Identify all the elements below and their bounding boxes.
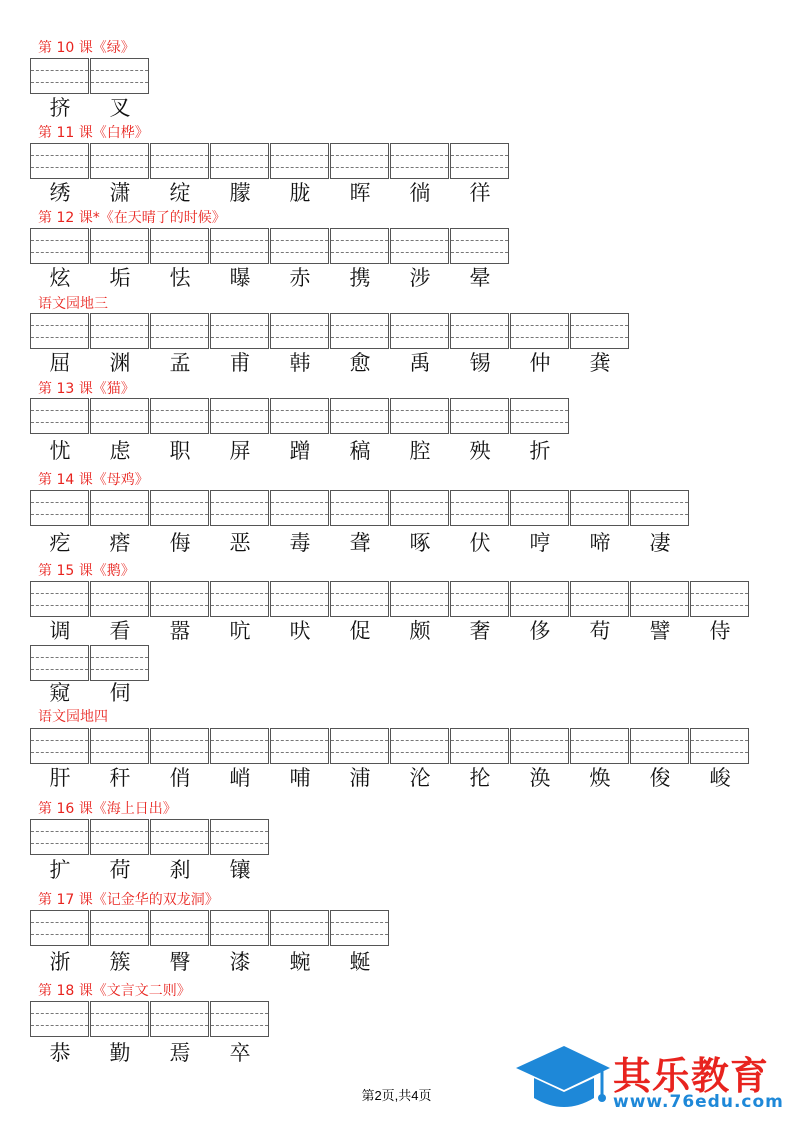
writing-box[interactable]	[210, 728, 269, 764]
character: 屈	[49, 351, 71, 375]
writing-box[interactable]	[30, 728, 89, 764]
character: 徜	[409, 181, 431, 205]
character: 毒	[289, 531, 311, 555]
character: 挤	[49, 96, 71, 120]
writing-box[interactable]	[390, 398, 449, 434]
writing-box[interactable]	[210, 228, 269, 264]
character: 侍	[709, 619, 731, 643]
character: 垢	[109, 266, 131, 290]
writing-box[interactable]	[210, 581, 269, 617]
writing-box[interactable]	[450, 490, 509, 526]
brand-logo	[512, 1040, 787, 1115]
writing-box[interactable]	[570, 490, 629, 526]
writing-box[interactable]	[30, 1001, 89, 1037]
writing-box[interactable]	[30, 819, 89, 855]
character-row	[30, 531, 690, 555]
writing-box[interactable]	[690, 581, 749, 617]
character: 涉	[409, 266, 431, 290]
writing-grid	[30, 58, 150, 94]
section-title: 语文园地四	[38, 709, 108, 725]
writing-box[interactable]	[90, 645, 149, 681]
character: 看	[109, 619, 131, 643]
character: 潇	[109, 181, 131, 205]
character: 徉	[469, 181, 491, 205]
character-row	[30, 266, 510, 290]
character-row	[30, 1041, 270, 1065]
section-title: 第 18 课《文言文二则》	[38, 983, 191, 999]
writing-box[interactable]	[270, 313, 329, 349]
character: 胧	[289, 181, 311, 205]
character-row	[30, 619, 750, 643]
writing-box[interactable]	[330, 490, 389, 526]
character: 荷	[109, 858, 131, 882]
character: 簇	[109, 950, 131, 974]
character: 朦	[229, 181, 251, 205]
character: 颇	[409, 619, 431, 643]
character: 卒	[229, 1041, 251, 1065]
writing-box[interactable]	[210, 910, 269, 946]
character: 焉	[169, 1041, 191, 1065]
writing-box[interactable]	[450, 398, 509, 434]
writing-box[interactable]	[90, 228, 149, 264]
writing-box[interactable]	[270, 228, 329, 264]
section-title: 第 14 课《母鸡》	[38, 472, 149, 488]
writing-grid	[30, 1001, 270, 1037]
writing-box[interactable]	[630, 490, 689, 526]
character: 孟	[169, 351, 191, 375]
character: 哼	[529, 531, 551, 555]
character: 峭	[229, 766, 251, 790]
writing-box[interactable]	[390, 728, 449, 764]
character: 勤	[109, 1041, 131, 1065]
character: 啼	[589, 531, 611, 555]
writing-grid	[30, 313, 630, 349]
section-title: 第 17 课《记金华的双龙洞》	[38, 892, 219, 908]
character: 殃	[469, 439, 491, 463]
writing-grid	[30, 490, 690, 526]
writing-box[interactable]	[510, 581, 569, 617]
writing-box[interactable]	[150, 819, 209, 855]
brand-name: 其乐教育	[613, 1054, 770, 1098]
section-title: 语文园地三	[38, 296, 108, 312]
writing-box[interactable]	[390, 490, 449, 526]
character: 苟	[589, 619, 611, 643]
writing-box[interactable]	[330, 581, 389, 617]
character: 促	[349, 619, 371, 643]
writing-box[interactable]	[510, 490, 569, 526]
writing-box[interactable]	[390, 581, 449, 617]
writing-box[interactable]	[30, 58, 89, 94]
character: 浙	[49, 950, 71, 974]
character: 蜿	[289, 950, 311, 974]
character: 绣	[49, 181, 71, 205]
character: 侮	[169, 531, 191, 555]
character: 腔	[409, 439, 431, 463]
writing-box[interactable]	[570, 313, 629, 349]
writing-box[interactable]	[450, 728, 509, 764]
character: 蹭	[289, 439, 311, 463]
character-row	[30, 681, 150, 705]
writing-box[interactable]	[150, 728, 209, 764]
character: 俊	[649, 766, 671, 790]
character-row	[30, 858, 270, 882]
writing-box[interactable]	[90, 728, 149, 764]
writing-grid	[30, 910, 390, 946]
writing-box[interactable]	[90, 143, 149, 179]
writing-box[interactable]	[330, 313, 389, 349]
character: 炫	[49, 266, 71, 290]
writing-box[interactable]	[270, 581, 329, 617]
character: 龚	[589, 351, 611, 375]
character: 韩	[289, 351, 311, 375]
writing-box[interactable]	[30, 398, 89, 434]
character: 吭	[229, 619, 251, 643]
character: 焕	[589, 766, 611, 790]
character-row	[30, 351, 630, 375]
writing-box[interactable]	[270, 398, 329, 434]
writing-box[interactable]	[90, 313, 149, 349]
writing-box[interactable]	[210, 313, 269, 349]
character: 叉	[109, 96, 131, 120]
character: 晖	[349, 181, 371, 205]
character: 甫	[229, 351, 251, 375]
character: 锡	[469, 351, 491, 375]
character-row	[30, 439, 570, 463]
writing-box[interactable]	[90, 581, 149, 617]
writing-box[interactable]	[390, 313, 449, 349]
writing-box[interactable]	[150, 1001, 209, 1037]
character: 凄	[649, 531, 671, 555]
writing-box[interactable]	[210, 819, 269, 855]
writing-box[interactable]	[210, 143, 269, 179]
character: 蜒	[349, 950, 371, 974]
writing-box[interactable]	[30, 645, 89, 681]
writing-grid	[30, 645, 150, 681]
brand-url[interactable]: www.76edu.com	[613, 1092, 784, 1112]
writing-box[interactable]	[210, 398, 269, 434]
character: 吠	[289, 619, 311, 643]
character: 奢	[469, 619, 491, 643]
writing-box[interactable]	[330, 143, 389, 179]
character: 疙	[49, 531, 71, 555]
writing-box[interactable]	[30, 228, 89, 264]
section-title: 第 10 课《绿》	[38, 40, 135, 56]
writing-box[interactable]	[450, 228, 509, 264]
section-title: 第 13 课《猫》	[38, 381, 135, 397]
writing-box[interactable]	[150, 490, 209, 526]
graduation-cap-icon	[512, 1040, 612, 1115]
character: 职	[169, 439, 191, 463]
character: 浦	[349, 766, 371, 790]
writing-box[interactable]	[630, 581, 689, 617]
character: 赤	[289, 266, 311, 290]
writing-box[interactable]	[90, 398, 149, 434]
character: 伏	[469, 531, 491, 555]
character: 漆	[229, 950, 251, 974]
writing-box[interactable]	[150, 143, 209, 179]
writing-box[interactable]	[150, 398, 209, 434]
character: 镶	[229, 858, 251, 882]
writing-box[interactable]	[30, 910, 89, 946]
character: 嚣	[169, 619, 191, 643]
writing-box[interactable]	[270, 728, 329, 764]
writing-grid	[30, 228, 510, 264]
character: 伺	[109, 681, 131, 705]
writing-box[interactable]	[270, 143, 329, 179]
character: 抡	[469, 766, 491, 790]
writing-box[interactable]	[450, 313, 509, 349]
section-title: 第 16 课《海上日出》	[38, 801, 177, 817]
writing-box[interactable]	[510, 313, 569, 349]
character: 屏	[229, 439, 251, 463]
writing-box[interactable]	[90, 1001, 149, 1037]
character: 绽	[169, 181, 191, 205]
section-title: 第 12 课*《在天晴了的时候》	[38, 210, 226, 226]
character: 渊	[109, 351, 131, 375]
character: 啄	[409, 531, 431, 555]
writing-box[interactable]	[210, 1001, 269, 1037]
character: 愈	[349, 351, 371, 375]
character: 怯	[169, 266, 191, 290]
writing-box[interactable]	[30, 581, 89, 617]
writing-box[interactable]	[90, 910, 149, 946]
writing-box[interactable]	[570, 728, 629, 764]
character: 恭	[49, 1041, 71, 1065]
writing-box[interactable]	[150, 313, 209, 349]
writing-box[interactable]	[510, 728, 569, 764]
writing-grid	[30, 819, 270, 855]
writing-box[interactable]	[330, 398, 389, 434]
writing-box[interactable]	[150, 581, 209, 617]
writing-grid	[30, 143, 510, 179]
writing-box[interactable]	[270, 910, 329, 946]
writing-box[interactable]	[30, 143, 89, 179]
writing-box[interactable]	[90, 58, 149, 94]
writing-box[interactable]	[690, 728, 749, 764]
writing-box[interactable]	[630, 728, 689, 764]
character: 臀	[169, 950, 191, 974]
character: 曝	[229, 266, 251, 290]
writing-box[interactable]	[90, 490, 149, 526]
writing-box[interactable]	[510, 398, 569, 434]
writing-box[interactable]	[150, 228, 209, 264]
writing-box[interactable]	[30, 490, 89, 526]
writing-grid	[30, 581, 750, 617]
writing-box[interactable]	[330, 728, 389, 764]
character: 晕	[469, 266, 491, 290]
character: 侈	[529, 619, 551, 643]
character: 哺	[289, 766, 311, 790]
writing-grid	[30, 728, 750, 764]
character-row	[30, 181, 510, 205]
writing-box[interactable]	[150, 910, 209, 946]
character: 仲	[529, 351, 551, 375]
writing-box[interactable]	[30, 313, 89, 349]
page-number: 第2页,共4页	[361, 1088, 432, 1103]
writing-box[interactable]	[90, 819, 149, 855]
writing-box[interactable]	[330, 910, 389, 946]
writing-box[interactable]	[450, 581, 509, 617]
character: 忧	[49, 439, 71, 463]
character: 携	[349, 266, 371, 290]
character: 稿	[349, 439, 371, 463]
character: 秆	[109, 766, 131, 790]
character: 涣	[529, 766, 551, 790]
character: 折	[529, 439, 551, 463]
character: 调	[49, 619, 71, 643]
character-row	[30, 96, 150, 120]
character: 峻	[709, 766, 731, 790]
writing-box[interactable]	[570, 581, 629, 617]
section-title: 第 15 课《鹅》	[38, 563, 135, 579]
writing-box[interactable]	[390, 143, 449, 179]
character-row	[30, 766, 750, 790]
character: 肝	[49, 766, 71, 790]
section-title: 第 11 课《白桦》	[38, 125, 149, 141]
writing-box[interactable]	[330, 228, 389, 264]
character: 恶	[229, 531, 251, 555]
character: 禹	[409, 351, 431, 375]
writing-grid	[30, 398, 570, 434]
character: 聋	[349, 531, 371, 555]
character: 沦	[409, 766, 431, 790]
character-row	[30, 950, 390, 974]
character: 譬	[649, 619, 671, 643]
character: 窥	[49, 681, 71, 705]
writing-box[interactable]	[390, 228, 449, 264]
writing-box[interactable]	[210, 490, 269, 526]
character: 瘩	[109, 531, 131, 555]
writing-box[interactable]	[450, 143, 509, 179]
character: 扩	[49, 858, 71, 882]
character: 虑	[109, 439, 131, 463]
writing-box[interactable]	[270, 490, 329, 526]
character: 俏	[169, 766, 191, 790]
character: 刹	[169, 858, 191, 882]
